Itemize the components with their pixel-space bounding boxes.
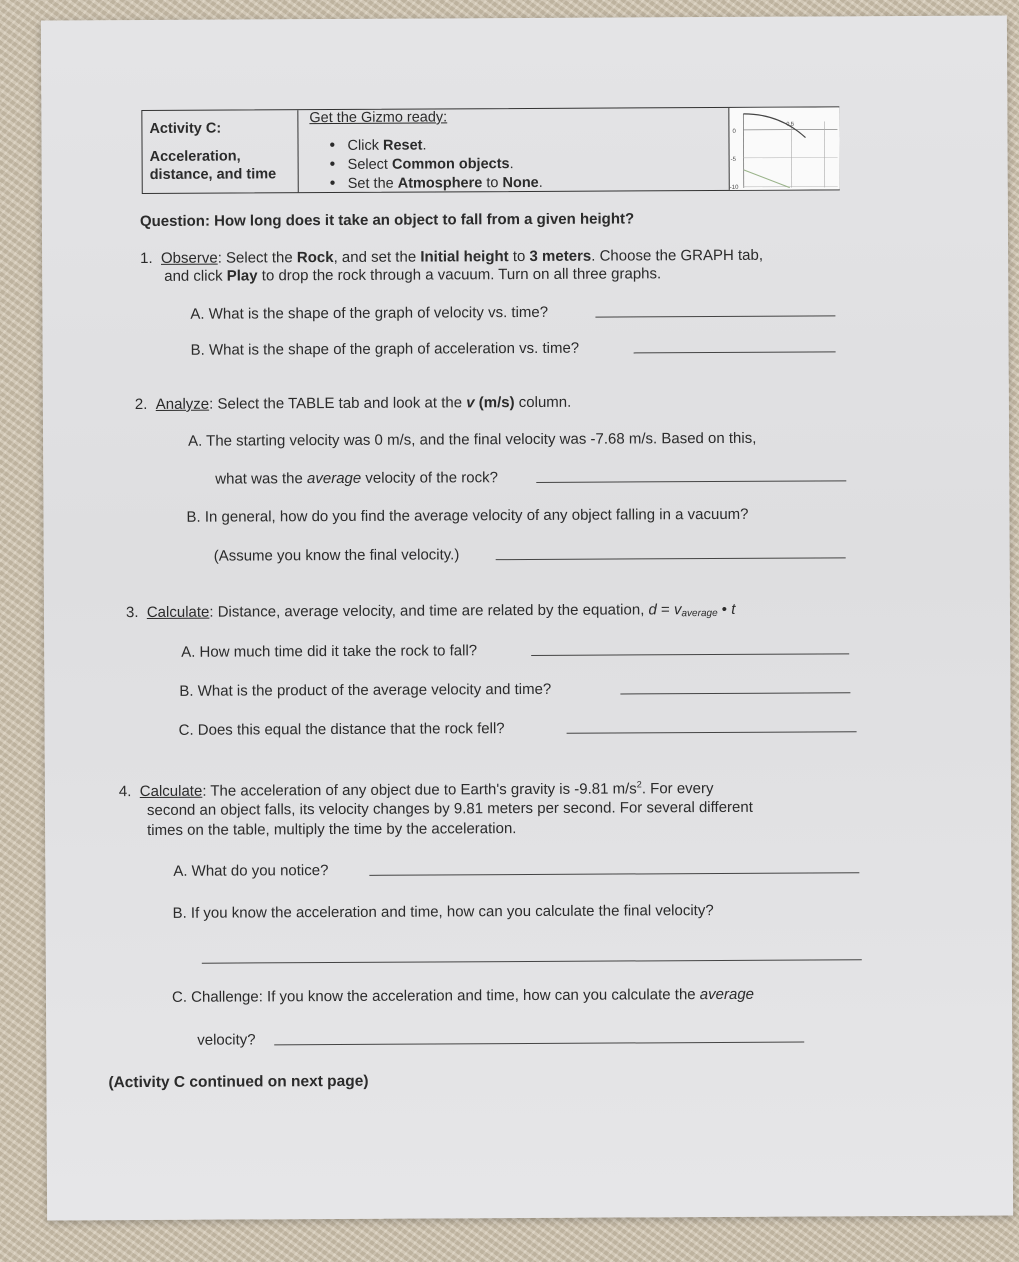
step-atmosphere: • Set the Atmosphere to None. (348, 175, 543, 192)
q2-line1: 2. Analyze: Select the TABLE tab and look at the v (m/s) column. (134, 393, 572, 414)
activity-title-cell (142, 110, 298, 193)
q4-c-line1: C. Challenge: If you know the acceleration and time, how can you calculate the average (171, 985, 755, 1006)
activity-subtitle-line1: Acceleration, (149, 148, 241, 165)
q4-line1: 4. Calculate: The acceleration of any object due to Earth's gravity is -9.81 $m/s^2$. For every (118, 779, 714, 801)
activity-subtitle-line2: distance, and time (149, 166, 277, 183)
graph-label-minus5: -5 (730, 156, 736, 163)
q3-a: A. How much time did it take the rock to fall? (181, 642, 478, 661)
q3-c-answer-line[interactable] (567, 719, 857, 734)
graph-label-minus10: -10 (729, 184, 739, 190)
q2-b-line1: B. In general, how do you find the average velocity of any object falling in a vacuum? (186, 505, 749, 526)
q1-line1: 1. Observe: Select the Rock, and set the Initial height to 3 meters. Choose the GRAPH tab, (140, 246, 764, 268)
q1-a-answer-line[interactable] (595, 303, 835, 317)
worksheet-page (41, 15, 1013, 1220)
q3-a-answer-line[interactable] (531, 641, 849, 656)
q4-b-answer-line[interactable] (202, 947, 862, 963)
q4-c-line2: velocity? (197, 1031, 256, 1049)
q4-line2: second an object falls, its velocity changes by 9.81 meters per second. For several different (146, 798, 753, 819)
main-question: Question: How long does it take an object to fall from a given height? (139, 210, 635, 231)
q4-a-answer-line[interactable] (369, 860, 859, 876)
q2-a-answer-line[interactable] (536, 468, 846, 483)
continued-note: (Activity C continued on next page) (108, 1072, 369, 1092)
step-common-objects: • Select Common objects. (348, 156, 514, 173)
q2-a-line2: what was the average velocity of the rock? (215, 469, 498, 488)
activity-header-box (141, 106, 839, 194)
q2-b-answer-line[interactable] (496, 545, 846, 560)
q2-b-line2: (Assume you know the final velocity.) (213, 546, 460, 565)
q3-line1: 3. Calculate: Distance, average velocity, and time are related by the equation, d = vaverage • t (125, 600, 736, 622)
q1-b: B. What is the shape of the graph of acceleration vs. time? (190, 339, 580, 359)
q1-b-answer-line[interactable] (634, 339, 836, 353)
q3-b-answer-line[interactable] (620, 680, 850, 694)
q4-c-answer-line[interactable] (274, 1030, 804, 1046)
graph-label-0: 0 (732, 128, 736, 135)
gizmo-setup-cell (298, 108, 728, 192)
q1-line2: and click Play to drop the rock through a vacuum. Turn on all three graphs. (164, 265, 662, 285)
velocity-graph-icon (729, 107, 839, 190)
q3-b: B. What is the product of the average velocity and time? (179, 680, 552, 700)
q4-a: A. What do you notice? (173, 862, 329, 880)
q1-a: A. What is the shape of the graph of velocity vs. time? (190, 303, 549, 323)
step-reset: • Click Reset. (347, 138, 426, 154)
q2-a-line1: A. The starting velocity was 0 m/s, and the final velocity was -7.68 m/s. Based on this, (188, 429, 757, 450)
graph-thumbnail (728, 107, 839, 190)
gizmo-heading: Get the Gizmo ready: (309, 109, 448, 127)
activity-title: Activity C: (149, 120, 222, 137)
q3-c: C. Does this equal the distance that the rock fell? (178, 720, 505, 739)
q4-b: B. If you know the acceleration and time, how can you calculate the final velocity? (172, 902, 714, 922)
q4-line3: times on the table, multiply the time by the acceleration. (147, 820, 517, 839)
graph-label-half: 0.5 (786, 121, 795, 128)
